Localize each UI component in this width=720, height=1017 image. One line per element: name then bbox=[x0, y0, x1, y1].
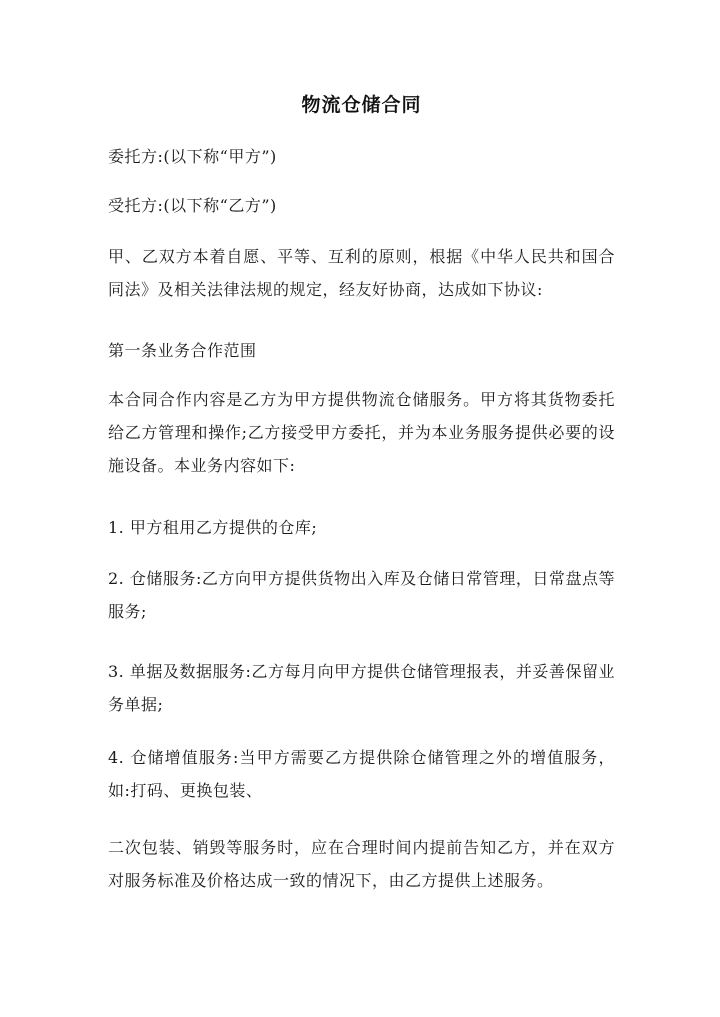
paragraph-preamble: 甲、乙双方本着自愿、平等、互利的原则，根据《中华人民共和国合同法》及相关法律法规的规定，经友好协商，达成如下协议: bbox=[108, 247, 615, 299]
document-title: 物流仓储合同 bbox=[301, 94, 422, 116]
section-heading-article-1: 第一条业务合作范围 bbox=[108, 341, 257, 360]
list-item-2: 2. 仓储服务:乙方向甲方提供货物出入库及仓储日常管理，日常盘点等服务; bbox=[108, 569, 615, 621]
paragraph-contractor: 受托方:(以下称“乙方”) bbox=[108, 196, 277, 215]
paragraph-client: 委托方:(以下称“甲方”) bbox=[108, 147, 277, 166]
paragraph-scope: 本合同合作内容是乙方为甲方提供物流仓储服务。甲方将其货物委托给乙方管理和操作;乙方接受甲方委托，并为本业务服务提供必要的设施设备。本业务内容如下: bbox=[108, 390, 615, 475]
list-item-3: 3. 单据及数据服务:乙方每月向甲方提供仓储管理报表，并妥善保留业务单据; bbox=[108, 662, 615, 714]
list-item-1: 1. 甲方租用乙方提供的仓库; bbox=[108, 518, 318, 537]
paragraph-continuation: 二次包装、销毁等服务时，应在合理时间内提前告知乙方，并在双方对服务标准及价格达成一致的情况下，由乙方提供上述服务。 bbox=[108, 838, 615, 890]
list-item-4: 4. 仓储增值服务:当甲方需要乙方提供除仓储管理之外的增值服务，如:打码、更换包装、 bbox=[108, 748, 615, 800]
